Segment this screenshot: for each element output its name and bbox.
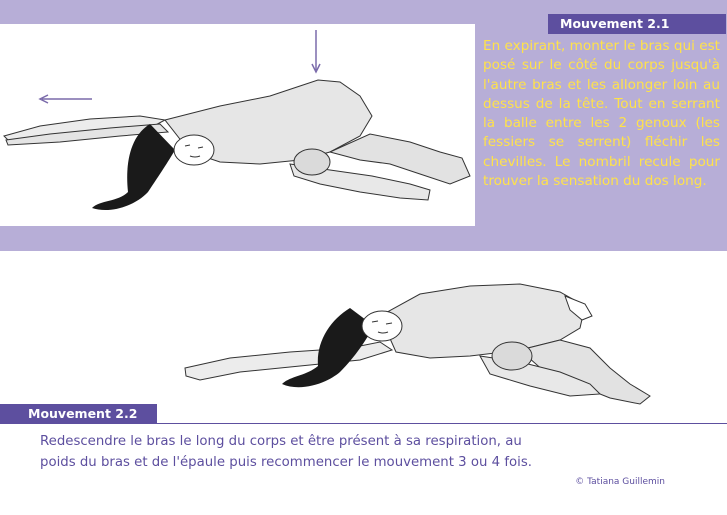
woman-lying-on-side-arms-overhead-illustration [0, 24, 475, 226]
movement-2-1-description: En expirant, monter le bras qui est posé sur le côté du corps jusqu'à l'autre bras et les allonger loin au dessus de la tête. Tout en serrant la balle entre les 2 genoux (les fessiers se serrent) fléchir les chevilles. Le nombril recule pour trouver la sensation du dos long. [483, 38, 720, 190]
movement-2-2-description [40, 431, 680, 473]
divider [157, 423, 727, 424]
woman-lying-on-side-arm-along-body-illustration [0, 276, 727, 406]
illustration-frame-top [0, 24, 475, 226]
description-line-2: poids du bras et de l'épaule puis recommencer le mouvement 3 ou 4 fois. [40, 455, 532, 470]
movement-2-1-badge: Mouvement 2.1 [548, 14, 726, 34]
movement-2-2-badge: Mouvement 2.2 [0, 404, 157, 424]
copyright-credit: © Tatiana Guillemin [575, 477, 665, 487]
description-line-1: Redescendre le bras le long du corps et être présent à sa respiration, au [40, 434, 522, 449]
